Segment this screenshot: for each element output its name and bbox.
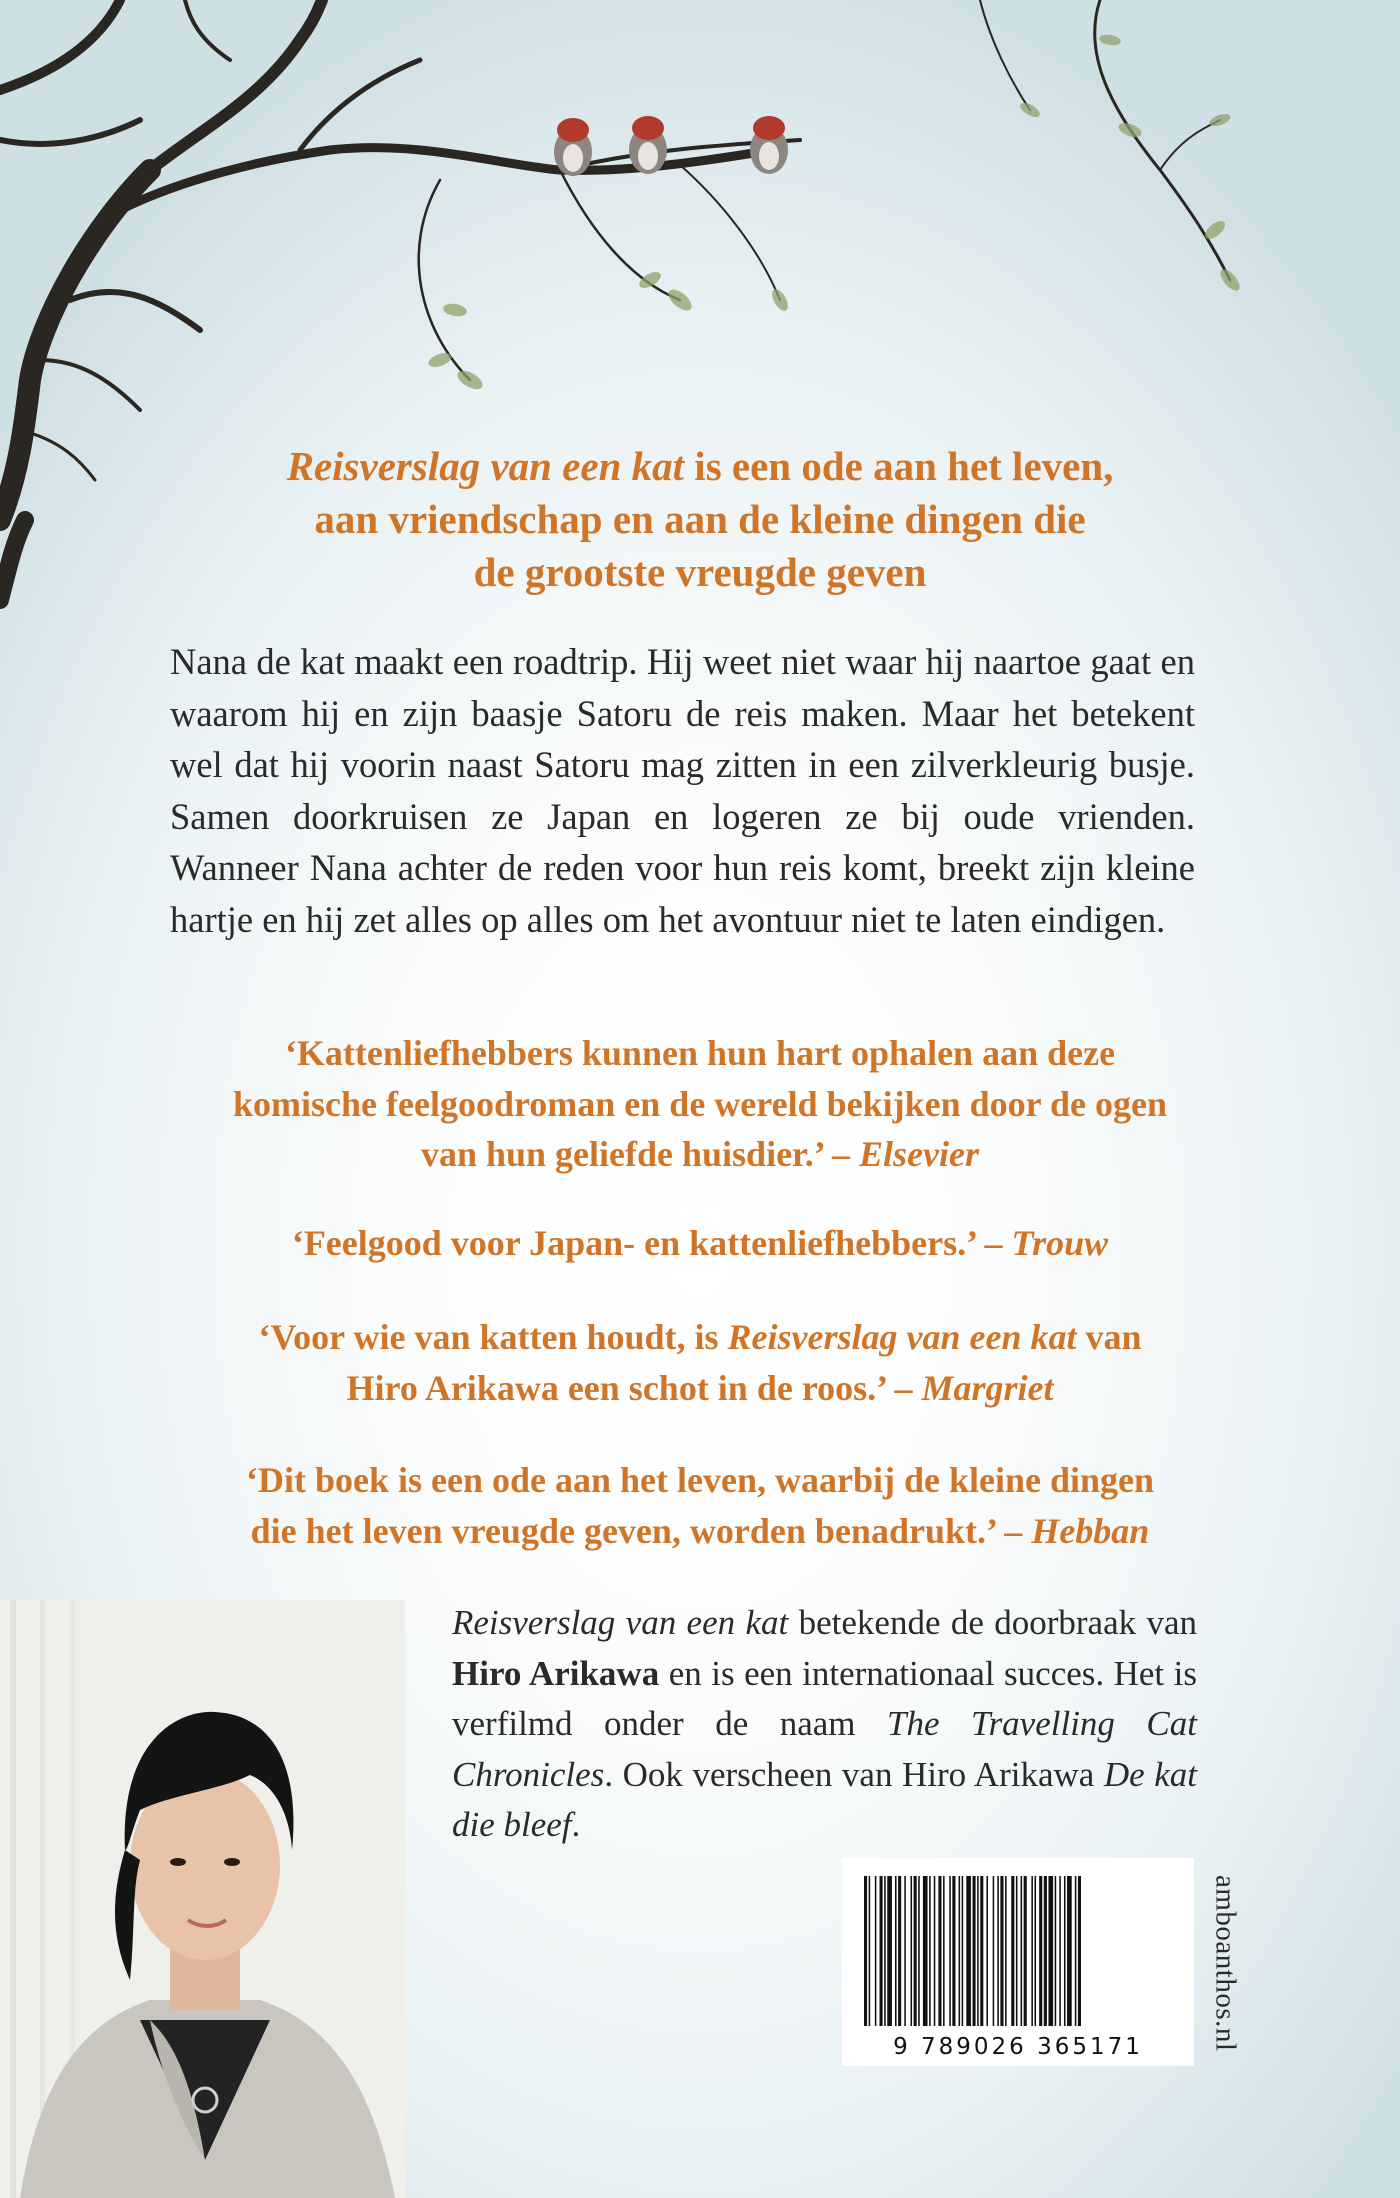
quote-source-elsevier: Elsevier [859, 1134, 980, 1174]
barcode-bar [1059, 1876, 1061, 2026]
barcode-bar [1067, 1876, 1072, 2026]
quote-margriet-post: van [1076, 1317, 1142, 1357]
barcode-bar [898, 1876, 901, 2026]
barcode-bar [1024, 1876, 1027, 2026]
author-portrait-illustration [0, 1600, 405, 2198]
quote-margriet [110, 1312, 1290, 1413]
quote-trouw [110, 1218, 1290, 1269]
barcode-bar [864, 1876, 867, 2026]
bio-author-name: Hiro Arikawa [452, 1653, 660, 1693]
tagline-book-title: Reisverslag van een kat [286, 443, 685, 489]
bio-other-book-title: De kat die bleef [452, 1754, 1198, 1844]
barcode-bar [1031, 1876, 1033, 2026]
bio-text-4: . [571, 1805, 581, 1844]
barcode-bar [934, 1876, 936, 2026]
bio-text-2: en is een internationaal succes. Het is verfilmd onder de naam [452, 1653, 1197, 1743]
barcode-bar [938, 1876, 941, 2026]
quote-margriet-line-2-text: Hiro Arikawa een schot in de roos.’ – [346, 1367, 922, 1408]
barcode-bar [993, 1876, 995, 2026]
quote-hebban [110, 1455, 1290, 1556]
barcode-bar [943, 1876, 945, 2026]
barcode-bar [997, 1876, 999, 2026]
quote-trouw-text: ‘Feelgood voor Japan- en kattenliefhebbers.’ – [291, 1223, 1012, 1263]
barcode-bar [1005, 1876, 1007, 2026]
bird-3 [750, 116, 788, 174]
bird-2 [629, 116, 667, 174]
barcode-bar [869, 1876, 871, 2026]
bio-film-title: The Travelling Cat Chronicles [452, 1704, 1197, 1794]
barcode-bar [966, 1876, 971, 2026]
barcode-bar [1078, 1876, 1081, 2026]
tagline-line-3: de grootste vreugde geven [473, 549, 927, 595]
bio-book-title: Reisverslag van een kat [452, 1603, 789, 1642]
barcode-bar [1044, 1876, 1047, 2026]
barcode-bars [862, 1876, 1174, 2032]
bio-text-1: betekende de doorbraak van [788, 1603, 1198, 1642]
quote-hebban-line-2-text: die het leven vreugde geven, worden benadrukt.’ – [250, 1510, 1032, 1551]
barcode-bar [880, 1876, 883, 2026]
quote-margriet-line-1 [110, 1312, 1290, 1363]
quote-elsevier-line-3 [110, 1129, 1290, 1180]
barcode-bar [1075, 1876, 1077, 2026]
barcode-bar [1055, 1876, 1057, 2026]
barcode-bar [986, 1876, 988, 2026]
barcode-bar [887, 1876, 892, 2026]
barcode-bar [1016, 1876, 1018, 2026]
tagline-line-1 [120, 440, 1280, 493]
barcode-bar [895, 1876, 897, 2026]
synopsis: Nana de kat maakt een roadtrip. Hij weet niet waar hij naartoe gaat en waarom hij en zijn baasje Satoru de reis maken. Maar het betekent wel dat hij voorin naast Satoru mag zitten in een zilverkleurig busje. Samen doorkruisen ze Japan en logeren ze bij oude vrienden. Wanneer Nana achter de reden voor hun reis komt, breekt zijn kleine hartje en hij zet alles op alles om het avontuur niet te laten eindigen. [170, 641, 1195, 940]
author-photo [0, 1600, 405, 2198]
barcode-bar [1000, 1876, 1003, 2026]
quote-source-hebban: Hebban [1031, 1510, 1150, 1551]
barcode-bar [962, 1876, 964, 2026]
isbn-number: 9 789026 365171 [893, 2034, 1143, 2060]
quote-trouw-line [110, 1218, 1290, 1269]
barcode-bar [1021, 1876, 1023, 2026]
bio-text-3: . Ook verscheen van Hiro Arikawa [604, 1754, 1104, 1794]
bird-1 [554, 118, 592, 176]
quote-elsevier [110, 1028, 1290, 1180]
barcode-bar [918, 1876, 920, 2026]
barcode-bar [923, 1876, 928, 2026]
quote-margriet-pre: ‘Voor wie van katten houdt, is [258, 1317, 728, 1357]
barcode-bar [914, 1876, 917, 2026]
quote-source-margriet: Margriet [921, 1367, 1054, 1408]
quote-source-trouw: Trouw [1011, 1223, 1109, 1263]
barcode-bar [977, 1876, 979, 2026]
tagline-line-2: aan vriendschap en aan de kleine dingen die [314, 496, 1086, 542]
barcode-bar [929, 1876, 931, 2026]
quote-margriet-line-2 [110, 1363, 1290, 1414]
barcode-bar [952, 1876, 955, 2026]
barcode-bar [973, 1876, 976, 2026]
barcode-bar [959, 1876, 961, 2026]
barcode-bar [949, 1876, 951, 2026]
barcode-bar [1048, 1876, 1053, 2026]
tagline [120, 440, 1280, 599]
quote-hebban-line-2 [110, 1506, 1290, 1557]
barcode-bar [980, 1876, 983, 2026]
quote-margriet-book-title: Reisverslag van een kat [727, 1317, 1077, 1357]
barcode-bar [904, 1876, 906, 2026]
tagline-line-1-text: is een ode aan het leven, [684, 443, 1114, 489]
isbn-barcode [842, 1858, 1194, 2066]
barcode-bar [1011, 1876, 1014, 2026]
barcode-bar [1039, 1876, 1042, 2026]
quote-hebban-line-1: ‘Dit boek is een ode aan het leven, waarbij de kleine dingen [245, 1460, 1154, 1500]
barcode-bar [884, 1876, 886, 2026]
quote-elsevier-line-2: komische feelgoodroman en de wereld bekijken door de ogen [233, 1083, 1167, 1124]
barcode-bar [911, 1876, 913, 2026]
quote-elsevier-line-3-text: van hun geliefde huisdier.’ – [420, 1134, 860, 1174]
barcode-bar [1064, 1876, 1066, 2026]
quote-elsevier-line-1: ‘Kattenliefhebbers kunnen hun hart ophalen aan deze [284, 1033, 1116, 1073]
author-bio [452, 1598, 1197, 1851]
barcode-bar [1035, 1876, 1037, 2026]
publisher-website: amboanthos.nl [1209, 1874, 1242, 2052]
barcode-bar [875, 1876, 877, 2026]
